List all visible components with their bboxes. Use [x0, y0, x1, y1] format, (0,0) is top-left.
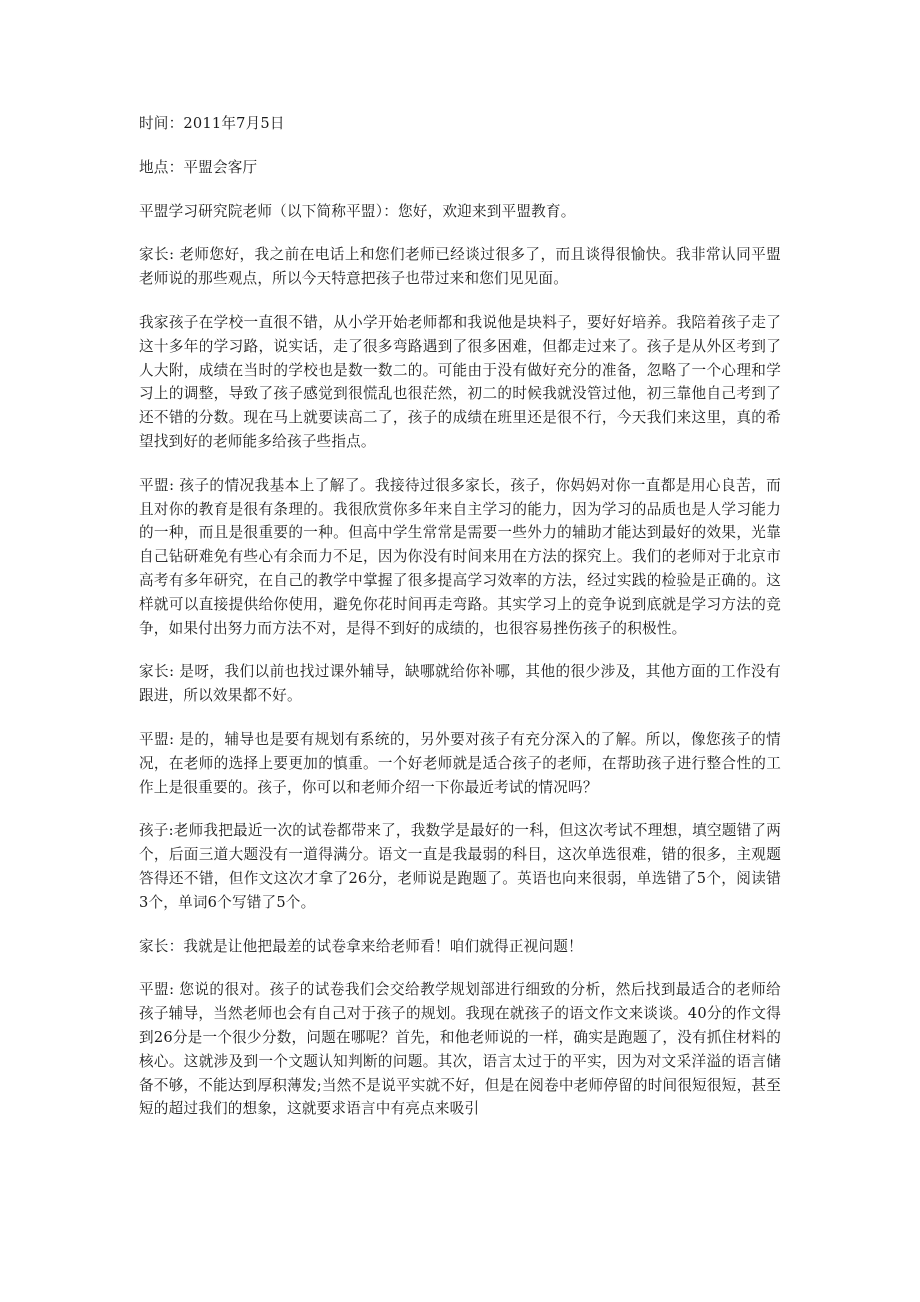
dialogue-paragraph — [139, 978, 781, 1121]
speaker-label: 孩子: — [139, 822, 174, 840]
dialogue-paragraph — [139, 200, 781, 224]
speaker-label: 平盟: — [139, 981, 175, 999]
dialogue-paragraph — [139, 243, 781, 291]
dialogue-text: 是呀，我们以前也找过课外辅导，缺哪就给你补哪，其他的很少涉及，其他方面的工作没有跟进，所以效果都不好。 — [139, 663, 781, 705]
speaker-label: 平盟: — [139, 730, 175, 748]
speaker-label: 家长: — [139, 663, 175, 681]
dialogue-paragraph — [139, 819, 781, 914]
speaker-label: 平盟学习研究院老师（以下简称平盟）： — [139, 202, 398, 220]
speaker-label: 平盟: — [139, 476, 175, 494]
dialogue-paragraph — [139, 728, 781, 799]
dialogue-text: 老师您好，我之前在电话上和您们老师已经谈过很多了，而且谈得很愉快。我非常认同平盟老师说的那些观点，所以今天特意把孩子也带过来和您们见见面。 — [139, 246, 781, 288]
dialogue-paragraph — [139, 660, 781, 708]
dialogue-text: 我就是让他把最差的试卷拿来给老师看！咱们就得正视问题！ — [183, 937, 583, 955]
document-page — [139, 112, 781, 1141]
dialogue-paragraph — [139, 935, 781, 959]
dialogue-text: 您好，欢迎来到平盟教育。 — [398, 202, 576, 220]
dialogue-text: 您说的很对。孩子的试卷我们会交给教学规划部进行细致的分析，然后找到最适合的老师给孩子辅导，当然老师也会有自己对于孩子的规划。我现在就孩子的语文作文来谈谈。40分的作文得到26分是一个很少分数，问题在哪呢？首先，和他老师说的一样，确实是跑题了，没有抓住材料的核心。这就涉及到一个文题认知判断的问题。其次，语言太过于的平实，因为对文采洋溢的语言储备不够，不能达到厚积薄发;当然不是说平实就不好，但是在阅卷中老师停留的时间很短很短，甚至短的超过我们的想象，这就要求语言中有亮点来吸引 — [139, 981, 781, 1118]
dialogue-text: 孩子的情况我基本上了解了。我接待过很多家长，孩子，你妈妈对你一直都是用心良苦，而且对你的教育是很有条理的。我很欣赏你多年来自主学习的能力，因为学习的品质也是人学习能力的一种，而且是很重要的一种。但高中学生常常是需要一些外力的辅助才能达到最好的效果，光靠自己钻研难免有些心有余而力不足，因为你没有时间来用在方法的探究上。我们的老师对于北京市高考有多年研究，在自己的教学中掌握了很多提高学习效率的方法，经过实践的检验是正确的。这样就可以直接提供给你使用，避免你花时间再走弯路。其实学习上的竞争说到底就是学习方法的竞争，如果付出努力而方法不对，是得不到好的成绩的，也很容易挫伤孩子的积极性。 — [139, 476, 781, 637]
time-line: 时间：2011年7月5日 — [139, 115, 285, 132]
speaker-label: 家长: — [139, 246, 175, 264]
dialogue-text: 是的，辅导也是要有规划有系统的，另外要对孩子有充分深入的了解。所以，像您孩子的情况，在老师的选择上要更加的慎重。一个好老师就是适合孩子的老师，在帮助孩子进行整合性的工作上是很重要的。孩子，你可以和老师介绍一下你最近考试的情况吗？ — [139, 730, 781, 796]
dialogue-text: 老师我把最近一次的试卷都带来了，我数学是最好的一科，但这次考试不理想，填空题错了两个，后面三道大题没有一道得满分。语文一直是我最弱的科目，这次单选很难，错的很多，主观题答得还不错，但作文这次才拿了26分，老师说是跑题了。英语也向来很弱，单选错了5个，阅读错3个，单词6个写错了5个。 — [139, 822, 781, 911]
speaker-label: 家长： — [139, 937, 184, 955]
place-line: 地点：平盟会客厅 — [139, 158, 258, 176]
dialogue-paragraph — [139, 474, 781, 641]
dialogue-paragraph — [139, 311, 781, 454]
dialogue-text: 我家孩子在学校一直很不错，从小学开始老师都和我说他是块料子，要好好培养。我陪着孩子走了这十多年的学习路，说实话，走了很多弯路遇到了很多困难，但都走过来了。孩子是从外区考到了人大附，成绩在当时的学校也是数一数二的。可能由于没有做好充分的准备，忽略了一个心理和学习上的调整，导致了孩子感觉到很慌乱也很茫然，初二的时候我就没管过他，初三靠他自己考到了还不错的分数。现在马上就要读高二了，孩子的成绩在班里还是很不行，今天我们来这里，真的希望找到好的老师能多给孩子些指点。 — [139, 313, 781, 450]
